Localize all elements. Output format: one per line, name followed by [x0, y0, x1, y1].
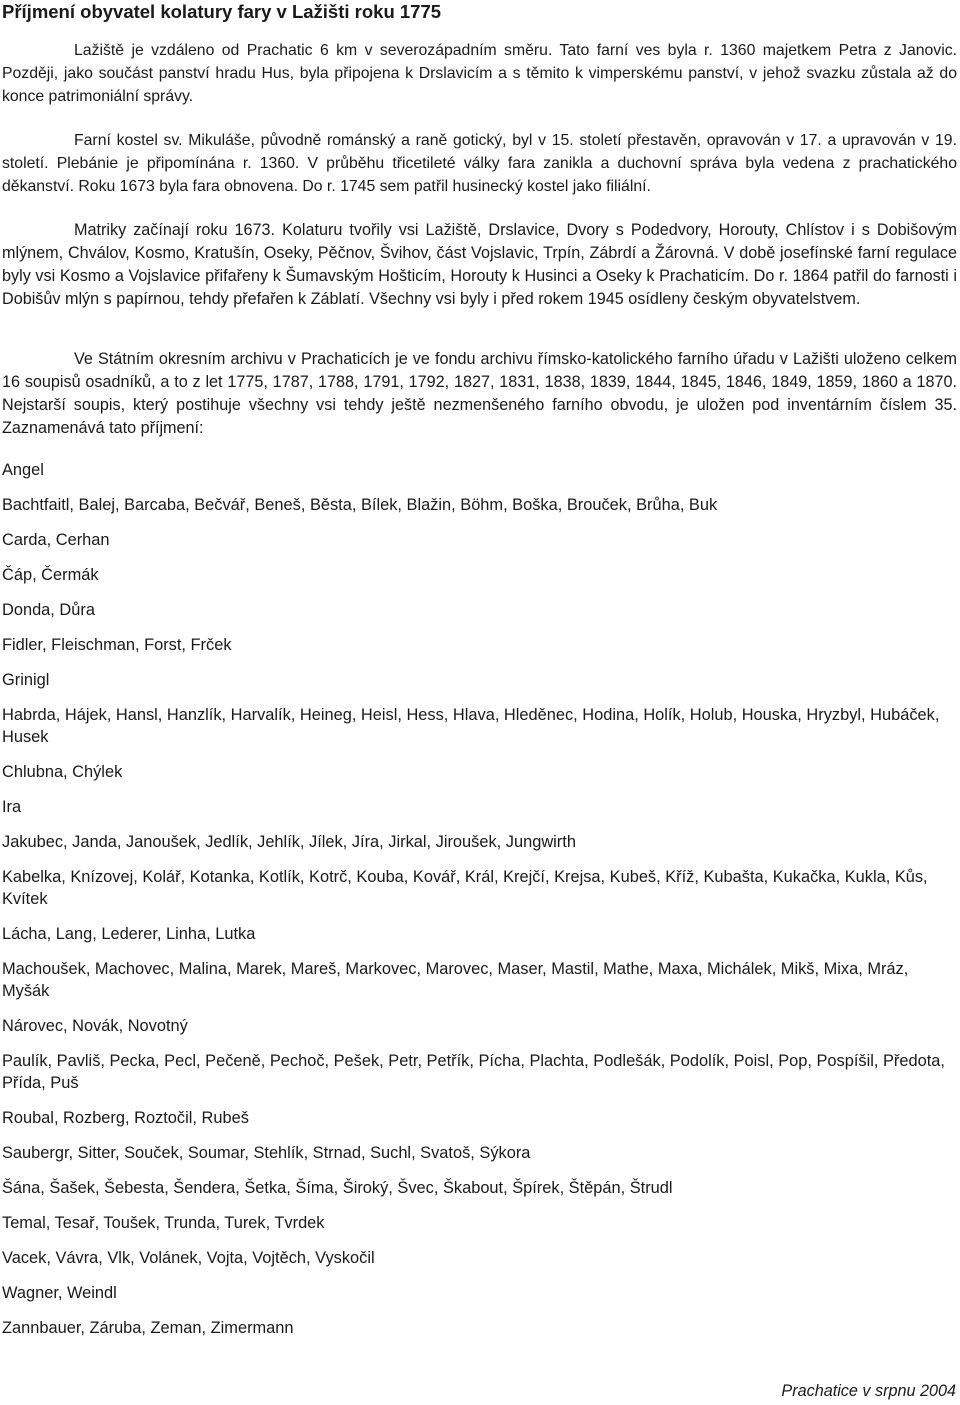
archive-paragraph — [2, 348, 957, 440]
church-paragraph — [2, 129, 957, 198]
surname-group: Habrda, Hájek, Hansl, Hanzlík, Harvalík, Heineg, Heisl, Hess, Hlava, Hleděnec, Hodina, Holík, Holub, Houska, Hryzbyl, Hubáček, Husek — [2, 706, 940, 746]
place-date-signature: Prachatice v srpnu 2004 — [781, 1382, 956, 1400]
surname-group: Donda, Důra — [2, 601, 95, 619]
surname-group: Bachtfaitl, Balej, Barcaba, Bečvář, Beneš, Běsta, Bílek, Blažin, Böhm, Boška, Brouček, Brůha, Buk — [2, 496, 718, 514]
surname-group: Machoušek, Machovec, Malina, Marek, Mareš, Markovec, Marovec, Maser, Mastil, Mathe, Maxa, Michálek, Mikš, Mixa, Mráz, Myšák — [2, 960, 909, 1000]
surname-group: Lácha, Lang, Lederer, Linha, Lutka — [2, 925, 256, 943]
surname-group: Paulík, Pavliš, Pecka, Pecl, Pečeně, Pechoč, Pešek, Petr, Petřík, Pícha, Plachta, Podlešák, Podolík, Poisl, Pop, Pospíšil, Předota, Přída, Puš — [2, 1052, 945, 1092]
surname-group: Wagner, Weindl — [2, 1284, 117, 1302]
surname-group: Zannbauer, Záruba, Zeman, Zimermann — [2, 1319, 294, 1337]
registers-paragraph-text: Matriky začínají roku 1673. Kolaturu tvořily vsi Lažiště, Drslavice, Dvory s Podedvory, Horouty, Chlístov i s Dobišovým mlýnem, Chválov, Kosmo, Kratušín, Oseky, Pěčnov, Švihov, část Vojslavic, Trpín, Zábrdí a Žárovná. V době josefínské farní regulace byly vsi Kosmo a Vojslavice přifařeny k Šumavským Hošticím, Horouty k Husinci a Oseky k Prachaticím. Do r. 1864 patřil do farnosti i Dobišův mlýn s papírnou, tehdy přefařen k Záblatí. Všechny vsi byly i před rokem 1945 osídleny českým obyvatelstvem. — [2, 221, 957, 308]
surname-group: Angel — [2, 461, 44, 479]
surname-group: Saubergr, Sitter, Souček, Soumar, Stehlík, Strnad, Suchl, Svatoš, Sýkora — [2, 1144, 531, 1162]
church-paragraph-text: Farní kostel sv. Mikuláše, původně románský a raně gotický, byl v 15. století přestavěn, opravován v 17. a upravován v 19. století. Plebánie je připomínána r. 1360. V průběhu třicetileté války fara zanikla a duchovní správa byla vedena z prachatického děkanství. Roku 1673 byla fara obnovena. Do r. 1745 sem patřil husinecký kostel jako filiální. — [2, 132, 957, 195]
surname-group: Kabelka, Knízovej, Kolář, Kotanka, Kotlík, Kotrč, Kouba, Kovář, Král, Krejčí, Krejsa, Kubeš, Kříž, Kubašta, Kukačka, Kukla, Kůs, Kvítek — [2, 868, 928, 908]
surname-group: Temal, Tesař, Toušek, Trunda, Turek, Tvrdek — [2, 1214, 325, 1232]
surname-list — [2, 459, 957, 1339]
surname-group: Vacek, Vávra, Vlk, Volánek, Vojta, Vojtěch, Vyskočil — [2, 1249, 375, 1267]
surname-group: Ira — [2, 798, 22, 816]
surname-group: Chlubna, Chýlek — [2, 763, 123, 781]
surname-group: Carda, Cerhan — [2, 531, 110, 549]
page-title: Příjmení obyvatel kolatury fary v Lažišti roku 1775 — [2, 1, 442, 22]
surname-group: Nárovec, Novák, Novotný — [2, 1017, 188, 1035]
surname-group: Šána, Šašek, Šebesta, Šendera, Šetka, Šíma, Široký, Švec, Škabout, Špírek, Štěpán, Štrudl — [2, 1179, 673, 1197]
archive-paragraph-text: Ve Státním okresním archivu v Prachaticích je ve fondu archivu římsko-katolického farního úřadu v Lažišti uloženo celkem 16 soupisů osadníků, a to z let 1775, 1787, 1788, 1791, 1792, 1827, 1831, 1838, 1839, 1844, 1845, 1846, 1849, 1859, 1860 a 1870. Nejstarší soupis, který postihuje všechny vsi tehdy ještě nezmenšeného farního obvodu, je uložen pod inventárním číslem 35. Zaznamenává tato příjmení: — [2, 350, 957, 437]
intro-paragraph — [2, 39, 957, 108]
surname-group: Jakubec, Janda, Janoušek, Jedlík, Jehlík, Jílek, Jíra, Jirkal, Jiroušek, Jungwirth — [2, 833, 576, 851]
registers-paragraph — [2, 219, 957, 311]
surname-group: Roubal, Rozberg, Roztočil, Rubeš — [2, 1109, 249, 1127]
surname-group: Fidler, Fleischman, Forst, Frček — [2, 636, 232, 654]
surname-group: Grinigl — [2, 671, 50, 689]
intro-paragraph-text: Lažiště je vzdáleno od Prachatic 6 km v severozápadním směru. Tato farní ves byla r. 1360 majetkem Petra z Janovic. Později, jako součást panství hradu Hus, byla připojena k Drslavicím a s těmito k vimperskému panství, v jehož svazku zůstala až do konce patrimoniální správy. — [2, 42, 957, 105]
surname-group: Čáp, Čermák — [2, 566, 99, 584]
